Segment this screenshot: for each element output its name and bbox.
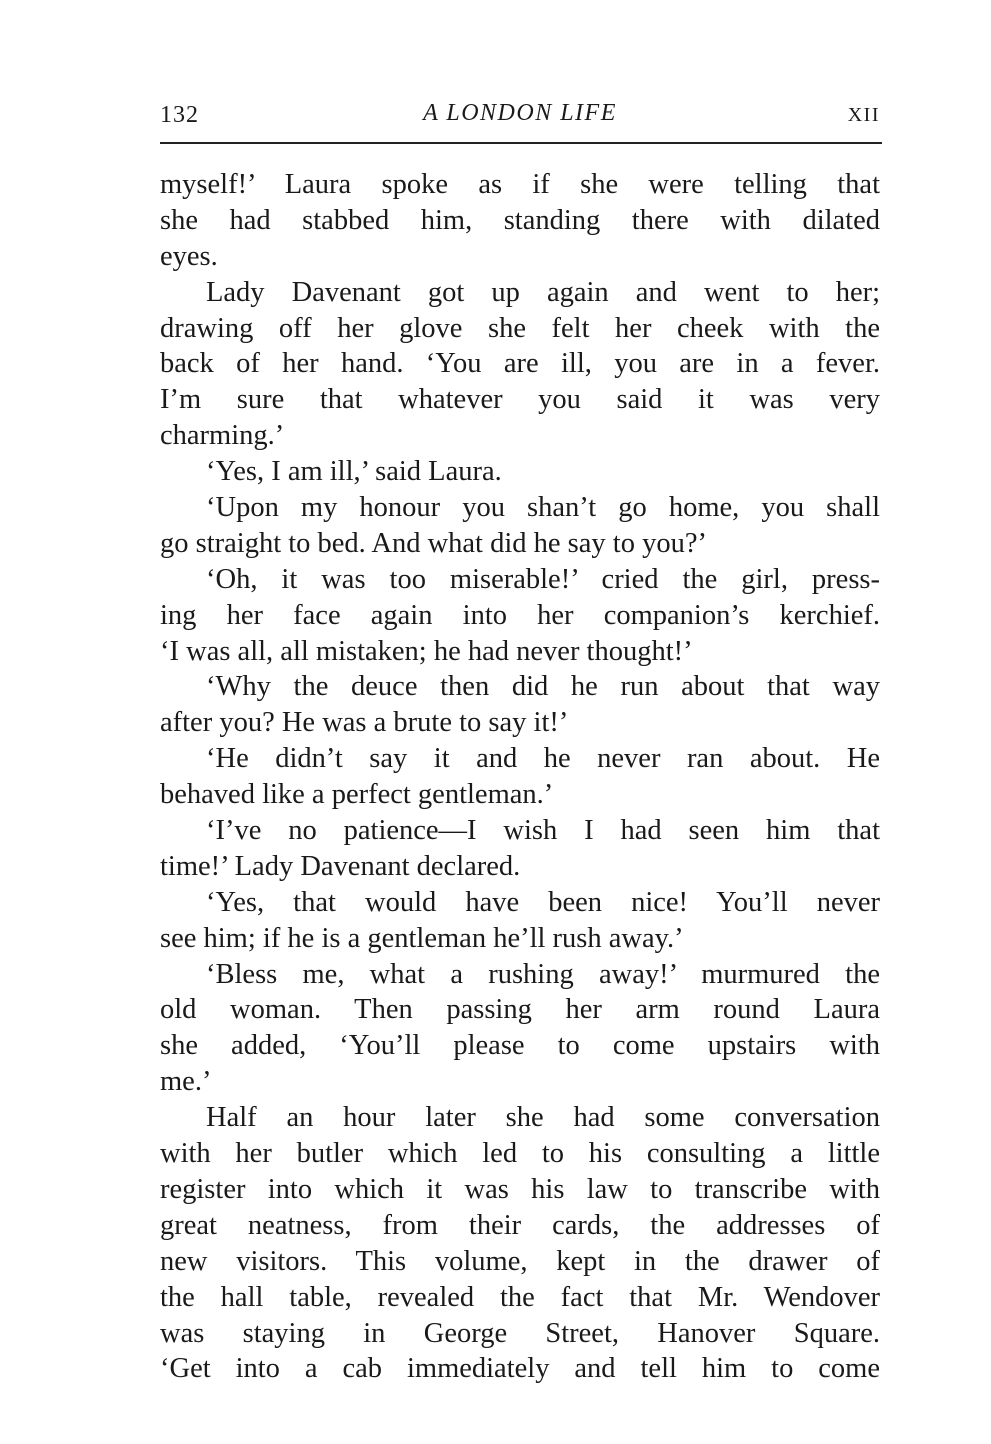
text-line: ‘I’ve no patience—I wish I had seen him that [206, 815, 880, 847]
text-line: drawing off her glove she felt her cheek with the [160, 312, 880, 344]
text-line: back of her hand. ‘You are ill, you are in a fever. [160, 348, 880, 380]
text-line: ‘Get into a cab immediately and tell him to come [160, 1353, 880, 1385]
text-line: eyes. [160, 240, 218, 272]
text-line: time!’ Lady Davenant declared. [160, 850, 521, 882]
page-header [160, 96, 880, 136]
text-line: ‘I was all, all mistaken; he had never thought!’ [160, 635, 693, 667]
text-line: go straight to bed. And what did he say to you?’ [160, 527, 707, 559]
text-line: ing her face again into her companion’s kerchief. [160, 599, 880, 631]
text-line: old woman. Then passing her arm round Laura [160, 994, 880, 1026]
text-line: she added, ‘You’ll please to come upstairs with [160, 1030, 880, 1062]
text-line: register into which it was his law to transcribe with [160, 1173, 880, 1205]
text-line: ‘Yes, I am ill,’ said Laura. [206, 456, 502, 488]
text-line: charming.’ [160, 420, 285, 452]
text-line: new visitors. This volume, kept in the drawer of [160, 1245, 880, 1277]
page-number: 132 [160, 102, 199, 128]
text-line: ‘He didn’t say it and he never ran about. He [206, 743, 880, 775]
text-line: Lady Davenant got up again and went to her; [206, 276, 880, 308]
header-rule [160, 142, 882, 144]
text-line: Half an hour later she had some conversation [206, 1102, 880, 1134]
text-line: was staying in George Street, Hanover Square. [160, 1317, 880, 1349]
text-line: ‘Bless me, what a rushing away!’ murmured the [206, 958, 880, 990]
running-title: A LONDON LIFE [423, 100, 617, 126]
text-line: behaved like a perfect gentleman.’ [160, 779, 554, 811]
text-line: myself!’ Laura spoke as if she were telling that [160, 169, 880, 200]
text-line: ‘Upon my honour you shan’t go home, you shall [206, 492, 880, 524]
text-line: ‘Why the deuce then did he run about that way [206, 671, 880, 703]
text-line: after you? He was a brute to say it!’ [160, 707, 569, 739]
text-line: ‘Yes, that would have been nice! You’ll never [206, 886, 880, 918]
body-text [160, 167, 880, 1387]
text-line: see him; if he is a gentleman he’ll rush away.’ [160, 922, 684, 954]
text-line: the hall table, revealed the fact that Mr. Wendover [160, 1281, 880, 1313]
text-line: me.’ [160, 1066, 212, 1098]
text-line: ‘Oh, it was too miserable!’ cried the girl, press- [206, 563, 880, 595]
text-line: great neatness, from their cards, the addresses of [160, 1209, 880, 1241]
text-line: I’m sure that whatever you said it was very [160, 384, 880, 416]
chapter-number: XII [847, 104, 880, 126]
text-line: she had stabbed him, standing there with dilated [160, 204, 880, 236]
text-line: with her butler which led to his consulting a little [160, 1138, 880, 1170]
